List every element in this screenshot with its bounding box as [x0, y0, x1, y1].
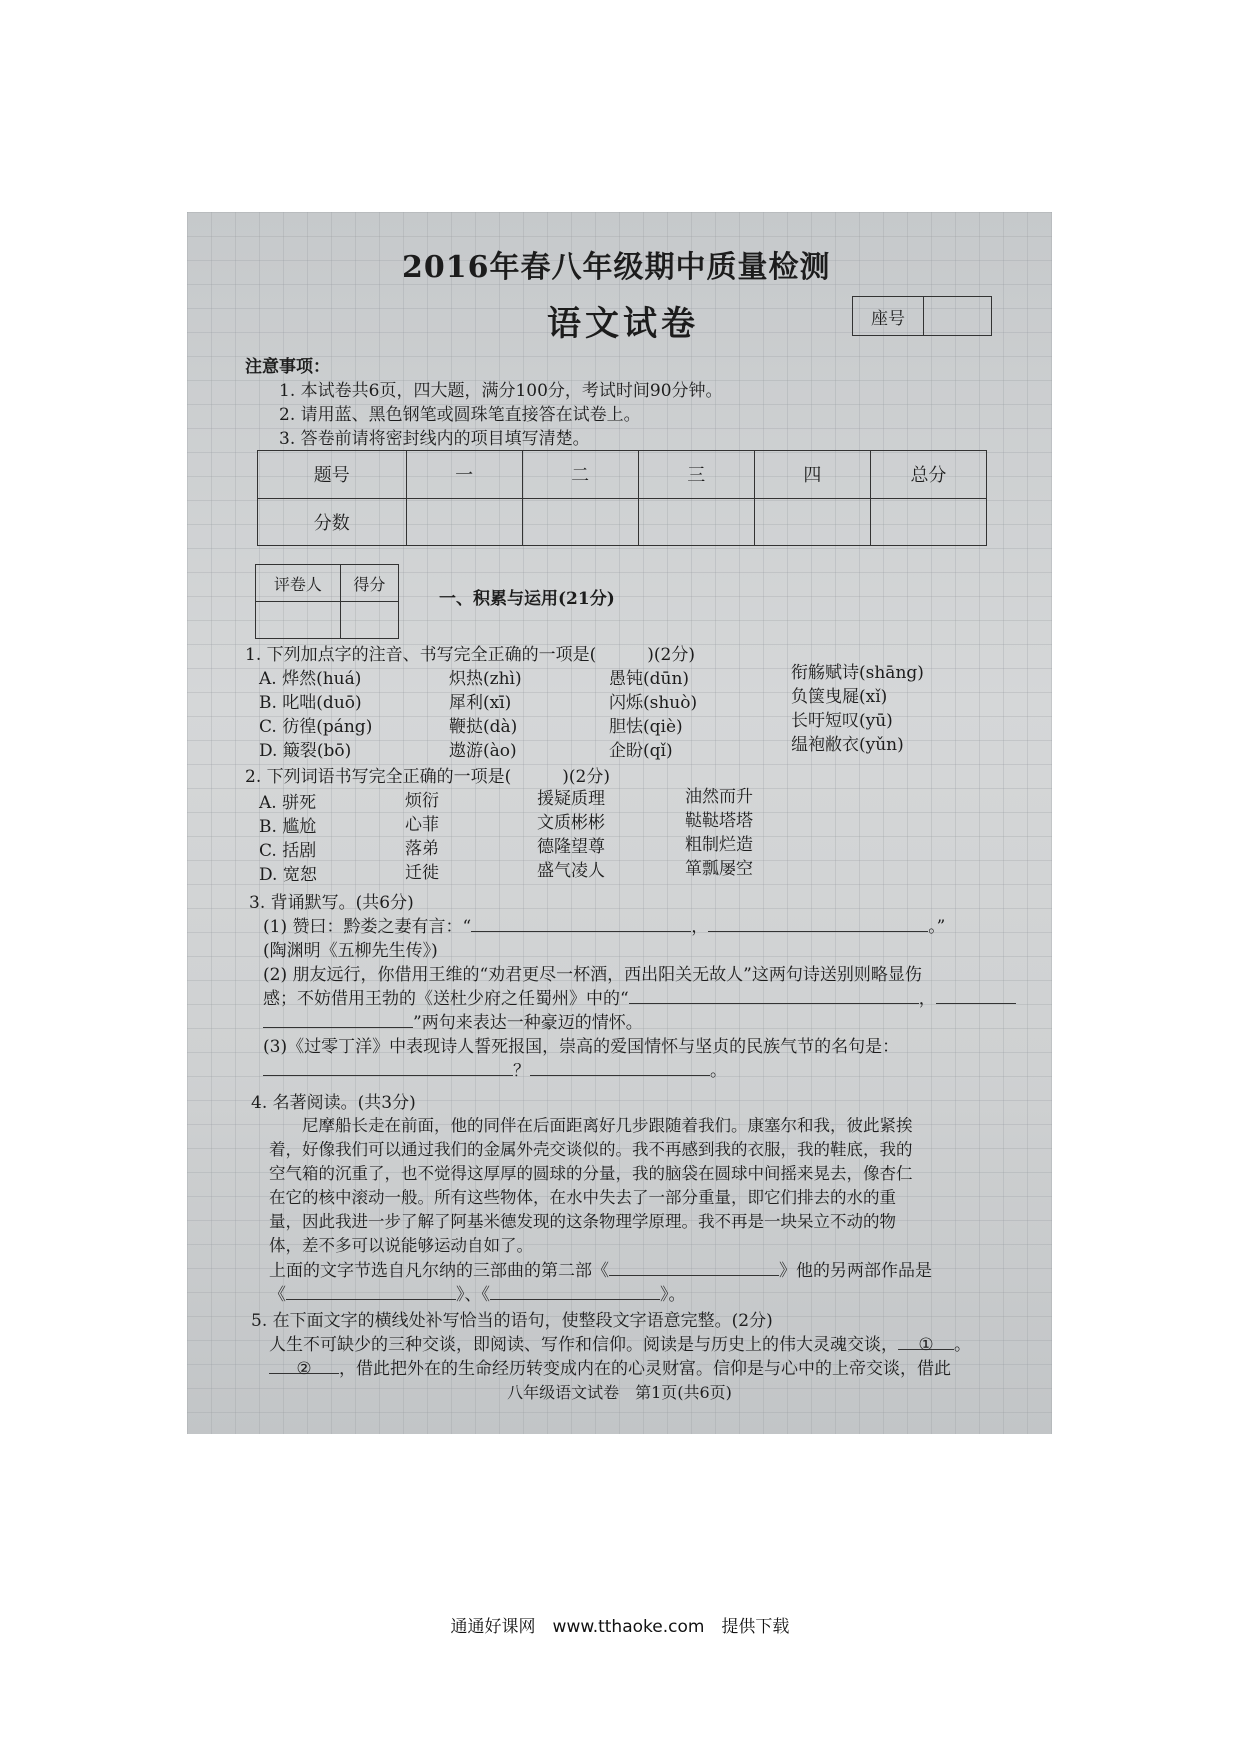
- answer-blank[interactable]: [263, 1061, 513, 1076]
- note-item: 3. 答卷前请将密封线内的项目填写清楚。: [279, 429, 590, 449]
- reading-passage-line: 体，差不多可以说能够运动自如了。: [269, 1236, 533, 1255]
- seat-number-box: [852, 296, 992, 336]
- q4-prompt: 上面的文字节选自凡尔纳的三部曲的第二部《: [269, 1261, 609, 1281]
- q3-part2-prompt: 感；不妨借用王勃的《送杜少府之任蜀州》中的“: [263, 989, 629, 1009]
- q5-text: 人生不可缺少的三种交谈，即阅读、写作和信仰。阅读是与历史上的伟大灵魂交谈，: [269, 1335, 898, 1355]
- question-stem: 4. 名著阅读。(共3分): [251, 1093, 416, 1113]
- q2-option-d-word2: 迁徙: [405, 863, 439, 883]
- q1-option-c-word1: C. 彷徨(páng): [259, 717, 373, 737]
- note-item: 1. 本试卷共6页，四大题，满分100分，考试时间90分钟。: [279, 381, 723, 401]
- q1-option-b-word1: B. 叱咄(duō): [259, 693, 362, 713]
- answer-blank[interactable]: [286, 1285, 456, 1300]
- score-table-header-row: [258, 451, 987, 499]
- score-table-header-cell: 三: [638, 451, 754, 499]
- q2-option-c-word2: 落弟: [405, 839, 439, 859]
- q1-option-c-word2: 鞭挞(dà): [449, 717, 518, 737]
- reading-passage-line: 空气箱的沉重了，也不觉得这厚厚的圆球的分量，我的脑袋在圆球中间摇来晃去，像杏仁: [269, 1164, 913, 1183]
- q3-part2-line1: (2) 朋友远行，你借用王维的“劝君更尽一杯酒，西出阳关无故人”这两句诗送别则略显伤: [263, 965, 922, 985]
- question-stem: 5. 在下面文字的横线处补写恰当的语句，使整段文字语意完整。(2分): [251, 1311, 773, 1331]
- q3-part1-source: (陶渊明《五柳先生传》): [263, 941, 438, 961]
- q2-option-a-word1: A. 骈死: [259, 793, 317, 813]
- grader-score-label: 得分: [340, 565, 398, 602]
- question-stem: 3. 背诵默写。(共6分): [249, 893, 414, 913]
- score-cell: [406, 498, 522, 546]
- q3-part1-prompt: (1) 赞曰：黔娄之妻有言：“: [263, 917, 472, 937]
- score-table-row-label: 分数: [258, 498, 407, 546]
- q3-part1-line: (1) 赞曰：黔娄之妻有言：“ ， 。”: [263, 917, 946, 937]
- q1-option-d-word4: 缊袍敝衣(yǔn): [791, 735, 904, 755]
- q3-part2-line2: 感；不妨借用王勃的《送杜少府之任蜀州》中的“ ，: [263, 984, 1016, 1009]
- question-stem: 1. 下列加点字的注音、书写完全正确的一项是( )(2分): [245, 645, 695, 665]
- q2-option-c-word1: C. 括剧: [259, 841, 317, 861]
- answer-blank-1[interactable]: ①: [898, 1335, 954, 1350]
- q1-option-d-word1: D. 簸裂(bō): [259, 741, 352, 761]
- q3-part3-answer: ？ 。: [263, 1056, 727, 1081]
- q2-option-b-word3: 文质彬彬: [537, 813, 605, 833]
- exam-paper-photo: [187, 212, 1052, 1434]
- q3-part2-tail: ”两句来表达一种豪迈的情怀。: [413, 1013, 643, 1033]
- score-cell: [754, 498, 870, 546]
- q1-option-b-word4: 负箧曳屣(xǐ): [791, 687, 888, 707]
- q2-option-c-word4: 粗制烂造: [685, 835, 753, 855]
- score-table-header-cell: 总分: [870, 451, 986, 499]
- exam-subject-title: 语文试卷: [547, 304, 699, 344]
- seat-number-field: [924, 297, 991, 335]
- answer-blank[interactable]: [490, 1285, 660, 1300]
- reading-passage-line: 尼摩船长走在前面，他的同伴在后面距离好几步跟随着我们。康塞尔和我，彼此紧挨: [269, 1116, 913, 1135]
- q1-option-a-word3: 愚钝(dūn): [609, 669, 690, 689]
- score-cell: [638, 498, 754, 546]
- q1-option-c-word3: 胆怯(qiè): [609, 717, 683, 737]
- seat-label: 座号: [853, 297, 924, 335]
- exam-title: 2016年春八年级期中质量检测: [402, 250, 831, 285]
- q2-option-b-word4: 鞑鞑塔塔: [685, 811, 753, 831]
- q2-option-a-word2: 烦衍: [405, 791, 439, 811]
- q5-text-tail: ，借此把外在的生命经历转变成内在的心灵财富。信仰是与心中的上帝交谈，借此: [339, 1359, 951, 1379]
- q5-line2: [269, 1354, 951, 1379]
- site-footer: 通通好课网 www.tthaoke.com 提供下载: [450, 1617, 790, 1637]
- answer-blank[interactable]: [609, 1261, 779, 1276]
- q3-part3-line: (3)《过零丁洋》中表现诗人誓死报国，崇高的爱国情怀与坚贞的民族气节的名句是：: [263, 1037, 900, 1057]
- score-table-header-cell: 二: [522, 451, 638, 499]
- q1-option-c-word4: 长吁短叹(yū): [791, 711, 893, 731]
- answer-blank[interactable]: [530, 1061, 710, 1076]
- score-table-header-cell: 四: [754, 451, 870, 499]
- page-footer: 八年级语文试卷 第1页(共6页): [507, 1383, 732, 1402]
- note-item: 2. 请用蓝、黑色钢笔或圆珠笔直接答在试卷上。: [279, 405, 641, 425]
- reading-passage-line: 量，因此我进一步了解了阿基米德发现的这条物理学原理。我不再是一块呆立不动的物: [269, 1212, 896, 1231]
- q1-option-a-word1: A. 烨然(huá): [259, 669, 362, 689]
- answer-blank[interactable]: [471, 917, 691, 932]
- q2-option-b-word2: 心菲: [405, 815, 439, 835]
- reading-passage-line: 在它的核中滚动一般。所有这些物体，在水中失去了一部分重量，即它们排去的水的重: [269, 1188, 896, 1207]
- section-title: 一、积累与运用(21分): [439, 589, 615, 609]
- score-table-score-row: [258, 498, 987, 546]
- q2-option-b-word1: B. 尴尬: [259, 817, 317, 837]
- answer-blank[interactable]: [708, 917, 928, 932]
- q3-question-mark: ？: [513, 1061, 530, 1081]
- q2-option-d-word3: 盛气凌人: [537, 861, 605, 881]
- score-cell: [870, 498, 986, 546]
- q1-option-d-word2: 遨游(ào): [449, 741, 517, 761]
- grader-reviewer-cell: [256, 602, 341, 639]
- q3-part2-line3: [263, 1008, 643, 1033]
- q1-option-a-word2: 炽热(zhì): [449, 669, 522, 689]
- answer-blank[interactable]: [936, 989, 1016, 1004]
- q2-option-d-word4: 箪瓢屡空: [685, 859, 753, 879]
- reading-passage-line: 着，好像我们可以通过我们的金属外壳交谈似的。我不再感到我的衣服，我的鞋底，我的: [269, 1140, 913, 1159]
- score-table: [257, 450, 987, 546]
- q2-option-c-word3: 德隆望尊: [537, 837, 605, 857]
- grader-table: [255, 564, 399, 639]
- q5-line1: 人生不可缺少的三种交谈，即阅读、写作和信仰。阅读是与历史上的伟大灵魂交谈， ① 。: [269, 1335, 971, 1355]
- q4-question-line2: [269, 1280, 686, 1305]
- answer-blank-2[interactable]: ②: [269, 1359, 339, 1374]
- answer-blank[interactable]: [263, 1013, 413, 1028]
- score-table-header-cell: 一: [406, 451, 522, 499]
- grader-reviewer-label: 评卷人: [256, 565, 341, 602]
- q4-bracket-close: 》。: [660, 1285, 686, 1305]
- question-stem: 2. 下列词语书写完全正确的一项是( )(2分): [245, 767, 610, 787]
- q1-option-a-word4: 衔觞赋诗(shāng): [791, 663, 924, 683]
- score-cell: [522, 498, 638, 546]
- q2-option-a-word3: 援疑质理: [537, 789, 605, 809]
- q2-option-a-word4: 油然而升: [685, 787, 753, 807]
- q4-prompt-tail: 》他的另两部作品是: [779, 1261, 932, 1281]
- q4-bracket-mid: 》、《: [456, 1285, 490, 1305]
- grader-score-cell: [340, 602, 398, 639]
- notes-heading: 注意事项：: [245, 357, 330, 377]
- answer-blank[interactable]: [629, 989, 919, 1004]
- q1-option-b-word2: 犀利(xī): [449, 693, 512, 713]
- q2-option-d-word1: D. 宽恕: [259, 865, 317, 885]
- q4-bracket-open: 《: [269, 1285, 286, 1305]
- q1-option-d-word3: 企盼(qǐ): [609, 741, 673, 761]
- score-table-header-cell: 题号: [258, 451, 407, 499]
- q4-question-line1: [269, 1256, 932, 1281]
- q1-option-b-word3: 闪烁(shuò): [609, 693, 698, 713]
